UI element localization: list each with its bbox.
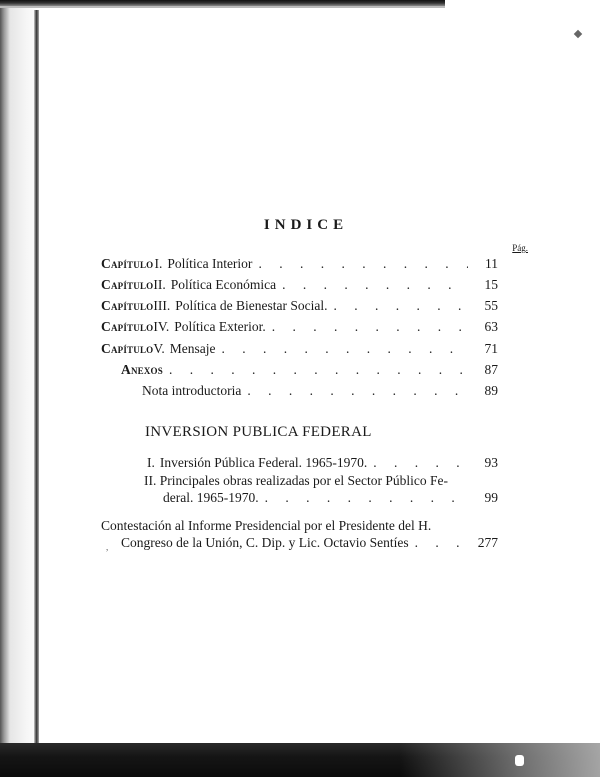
contestacion-line2: [121, 534, 498, 552]
chapter-roman: V.: [153, 341, 165, 356]
toc-entry-chapter-3: [101, 297, 498, 315]
toc-entry-chapter-1: [101, 255, 498, 273]
dot-leader: [163, 361, 498, 379]
scan-speck: [515, 755, 524, 766]
inversion-page-number: 99: [468, 489, 498, 507]
chapter-prefix: Capítulo: [101, 277, 154, 292]
inversion-title-line1: Principales obras realizadas por el Sector Público Fe-: [159, 473, 449, 488]
inversion-page-number: 93: [468, 454, 498, 472]
section-heading: INVERSION PUBLICA FEDERAL: [145, 424, 372, 440]
chapter-title: Política Exterior.: [174, 319, 266, 334]
chapter-page-number: 63: [468, 318, 498, 336]
scan-speck: [574, 30, 582, 38]
toc-entry-inversion-2-line2: [163, 489, 498, 507]
chapter-roman: III.: [153, 298, 171, 313]
dot-leader: [259, 489, 498, 507]
inversion-title: Inversión Pública Federal. 1965-1970.: [159, 455, 368, 470]
contestacion-page-number: 277: [464, 534, 498, 552]
chapter-title: Política Económica: [170, 277, 277, 292]
chapter-title: Mensaje: [169, 341, 216, 356]
chapter-page-number: 11: [468, 255, 498, 273]
book-spine-edge: [34, 10, 39, 745]
chapter-roman: I.: [154, 256, 163, 271]
chapter-prefix: Capítulo: [101, 319, 154, 334]
scan-bottom-glare: [400, 743, 600, 777]
chapter-title: Política Interior: [167, 256, 253, 271]
page-title: INDICE: [263, 217, 349, 233]
page-column-label: Pág.: [512, 243, 528, 253]
chapter-roman: II.: [153, 277, 166, 292]
chapter-page-number: 55: [468, 297, 498, 315]
toc-entry-chapter-4: [101, 318, 498, 336]
chapter-prefix: Capítulo: [101, 298, 154, 313]
toc-entry-anexos: [121, 361, 498, 379]
dot-leader: [266, 318, 498, 336]
chapter-title: Política de Bienestar Social.: [175, 298, 328, 313]
inversion-roman: I.: [147, 455, 155, 470]
anexos-label: Anexos: [121, 362, 163, 377]
scan-top-edge-shadow: [0, 6, 445, 8]
dot-leader: [215, 340, 498, 358]
chapter-prefix: Capítulo: [101, 341, 154, 356]
scan-mark: ,: [106, 542, 109, 552]
dot-leader: [252, 255, 498, 273]
dot-leader: [241, 382, 498, 400]
toc-entry-nota: [142, 382, 498, 400]
toc-entry-inversion-2-line1: [144, 472, 448, 490]
chapter-page-number: 15: [468, 276, 498, 294]
nota-page-number: 89: [468, 382, 498, 400]
chapter-page-number: 71: [468, 340, 498, 358]
contestacion-text: Congreso de la Unión, C. Dip. y Lic. Octavio Sentíes: [121, 535, 409, 550]
nota-label: Nota introductoria: [142, 383, 242, 398]
toc-entry-inversion-1: [147, 454, 498, 472]
chapter-prefix: Capítulo: [101, 256, 154, 271]
inversion-title-line2: deral. 1965-1970.: [163, 490, 259, 505]
chapter-roman: IV.: [153, 319, 170, 334]
dot-leader: [276, 276, 498, 294]
anexos-page-number: 87: [468, 361, 498, 379]
inversion-roman: II.: [144, 473, 157, 488]
toc-entry-chapter-2: [101, 276, 498, 294]
toc-entry-chapter-5: [101, 340, 498, 358]
contestacion-line1: Contestación al Informe Presidencial por el Presidente del H.: [101, 518, 432, 533]
